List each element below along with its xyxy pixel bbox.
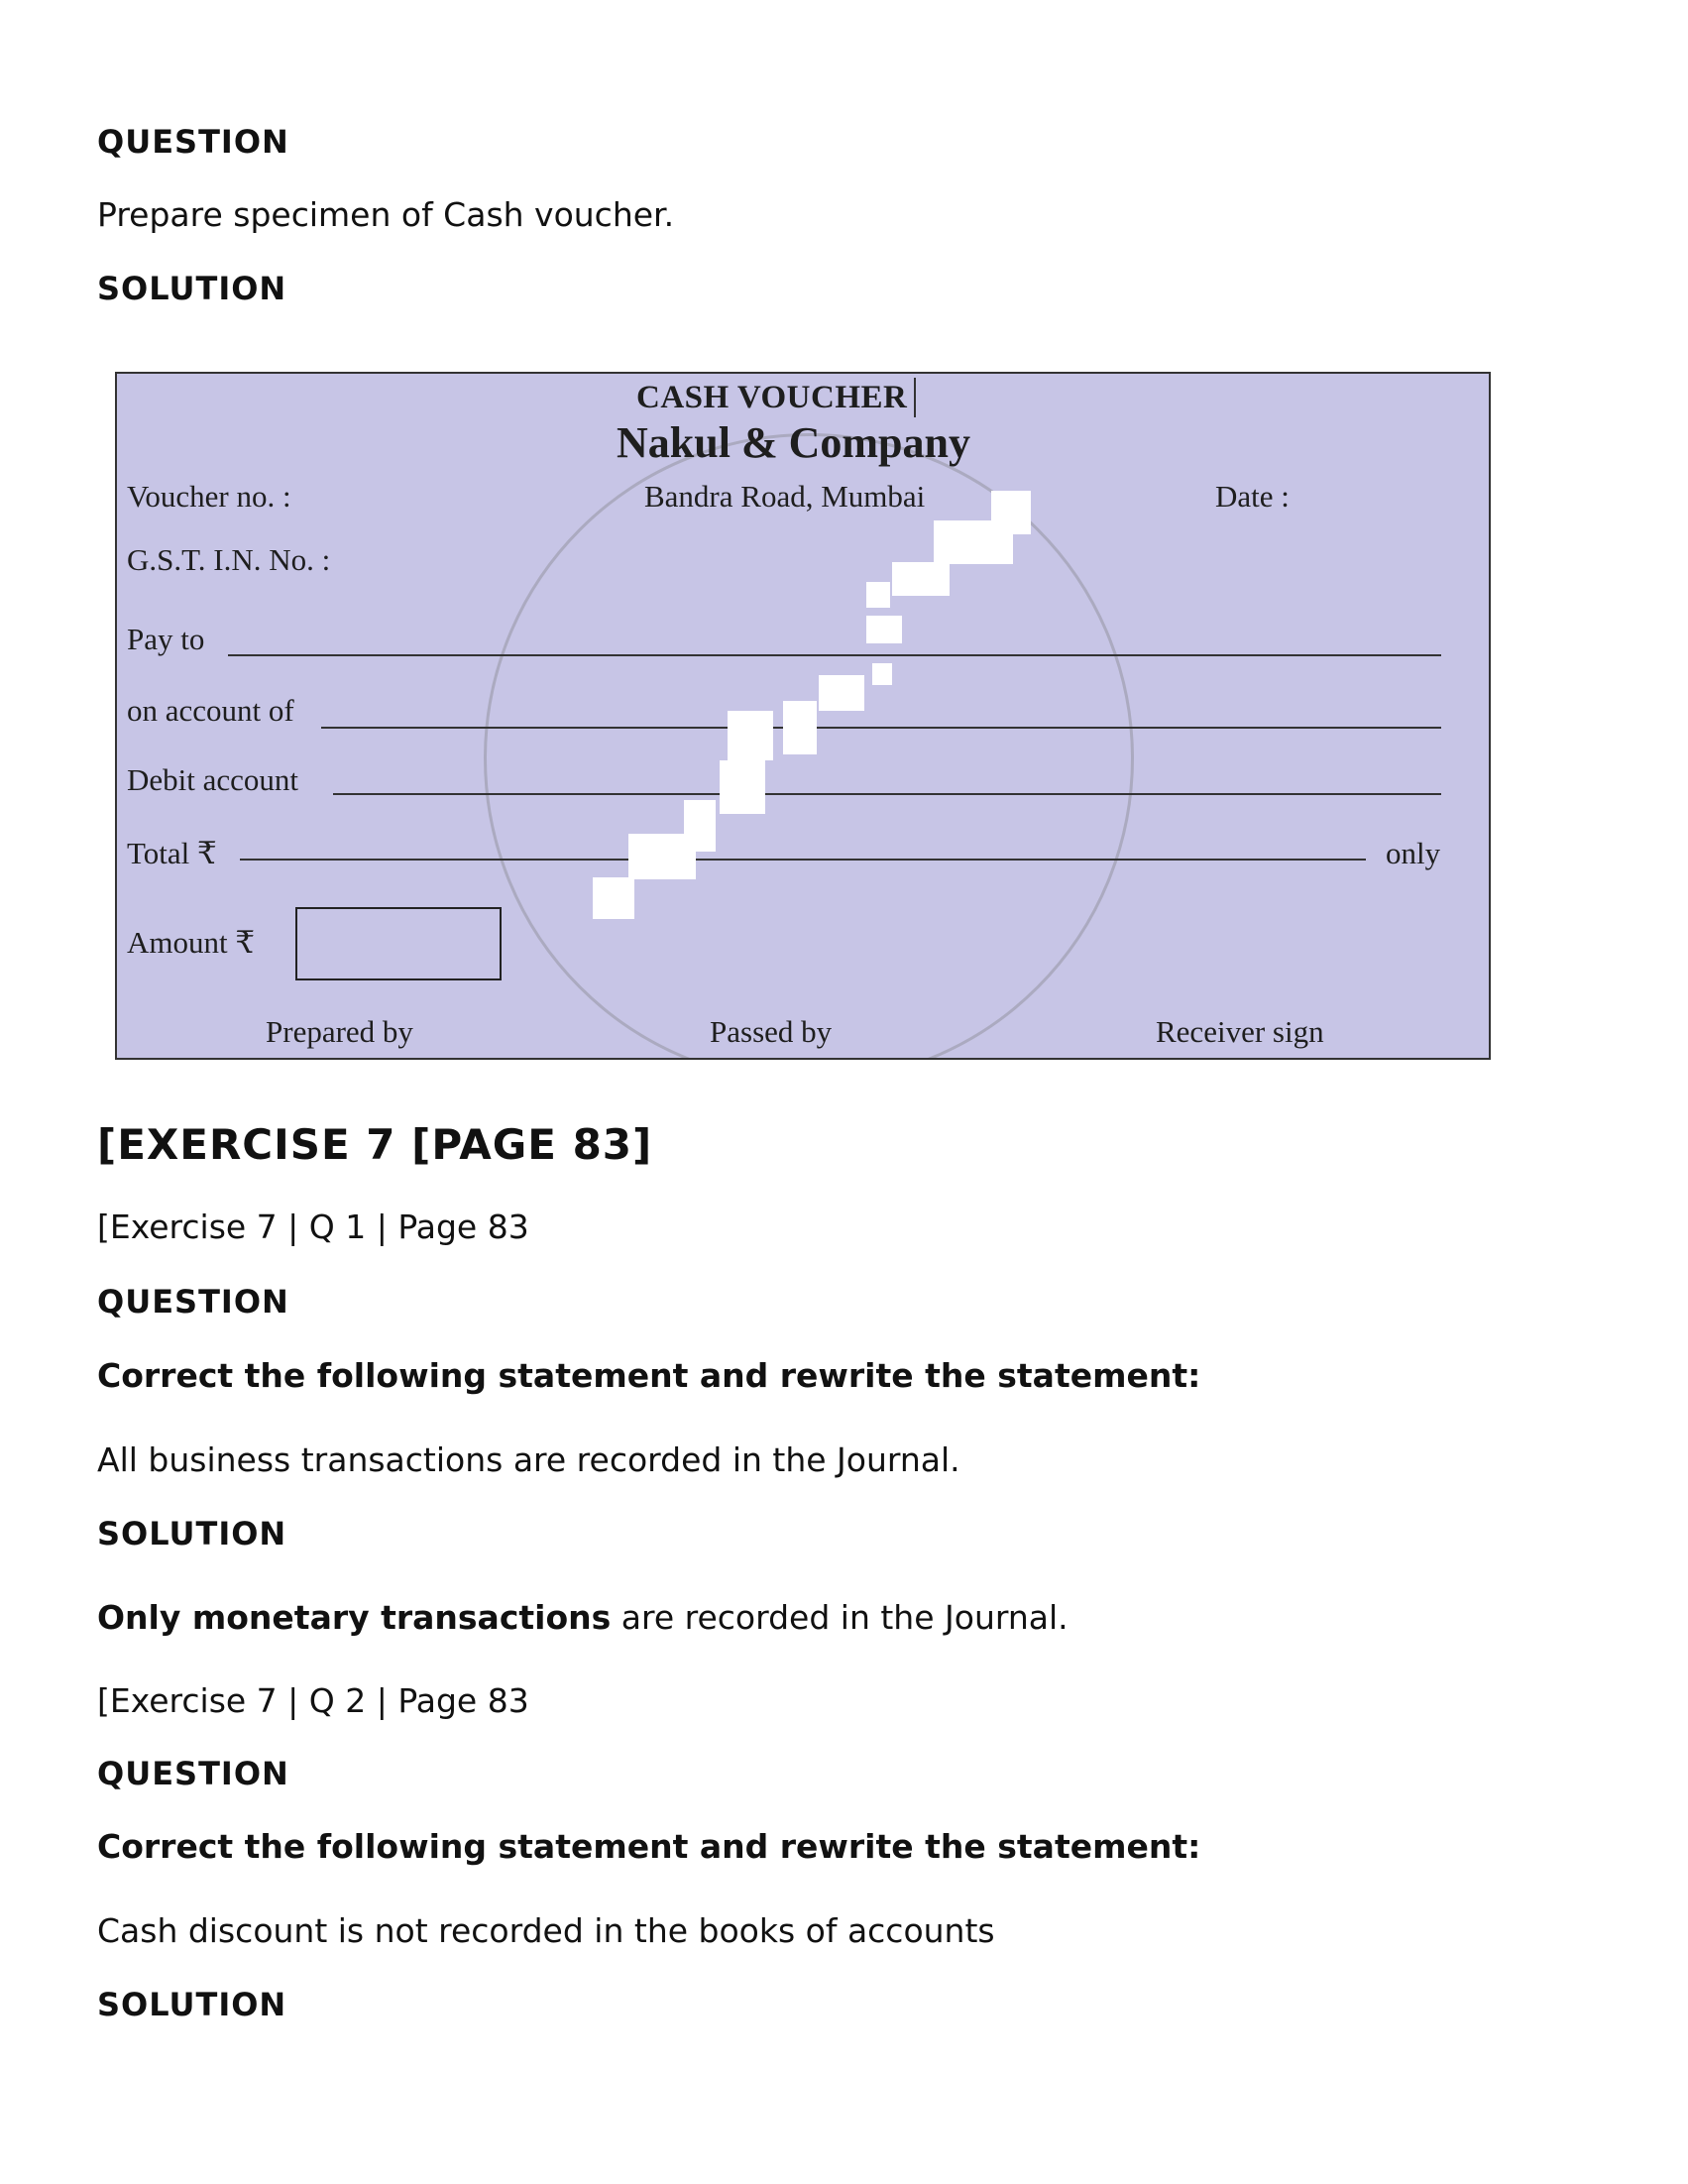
watermark-block xyxy=(720,760,765,814)
debit-account-line xyxy=(333,793,1441,795)
exercise-q2-reference: [Exercise 7 | Q 2 | Page 83 xyxy=(97,1681,529,1720)
exercise-q2-solution-label: SOLUTION xyxy=(97,1986,287,2023)
passed-by-label: Passed by xyxy=(710,1014,833,1049)
watermark-block xyxy=(819,675,864,711)
prepared-by-label: Prepared by xyxy=(266,1014,413,1049)
watermark-block xyxy=(872,663,892,685)
total-line xyxy=(240,859,1366,861)
voucher-no-label: Voucher no. : xyxy=(127,479,291,514)
cash-voucher xyxy=(115,372,1491,1060)
exercise-heading: [EXERCISE 7 [PAGE 83] xyxy=(97,1120,653,1169)
watermark-block xyxy=(628,834,696,879)
watermark-block xyxy=(866,616,902,643)
watermark-block xyxy=(728,711,773,760)
on-account-of-label: on account of xyxy=(127,693,294,728)
exercise-q1-solution-label: SOLUTION xyxy=(97,1515,287,1552)
exercise-q2-instruction: Correct the following statement and rewrite the statement: xyxy=(97,1827,1201,1866)
exercise-q1-answer-bold: Only monetary transactions xyxy=(97,1598,612,1637)
watermark-block xyxy=(892,562,950,596)
voucher-date-label: Date : xyxy=(1215,479,1290,514)
pay-to-line xyxy=(228,654,1441,656)
only-label: only xyxy=(1386,836,1441,870)
voucher-company: Nakul & Company xyxy=(617,418,970,467)
watermark-block xyxy=(934,520,1013,564)
watermark-block xyxy=(783,701,817,754)
gstin-label: G.S.T. I.N. No. : xyxy=(127,542,331,577)
solution-label: SOLUTION xyxy=(97,270,287,307)
receiver-sign-label: Receiver sign xyxy=(1156,1014,1324,1049)
watermark-block xyxy=(593,877,634,919)
watermark-block xyxy=(866,582,890,608)
exercise-q1-reference: [Exercise 7 | Q 1 | Page 83 xyxy=(97,1207,529,1246)
total-label: Total ₹ xyxy=(127,836,217,870)
voucher-address: Bandra Road, Mumbai xyxy=(644,479,926,514)
exercise-q2-question-label: QUESTION xyxy=(97,1755,289,1792)
pay-to-label: Pay to xyxy=(127,622,205,656)
on-account-of-line xyxy=(321,727,1441,729)
debit-account-label: Debit account xyxy=(127,762,299,797)
exercise-q1-question-label: QUESTION xyxy=(97,1283,289,1321)
amount-label: Amount ₹ xyxy=(127,925,256,960)
exercise-q1-answer-rest: are recorded in the Journal. xyxy=(611,1598,1069,1637)
question-text: Prepare specimen of Cash voucher. xyxy=(97,195,675,234)
text-cursor xyxy=(914,378,916,417)
question-label: QUESTION xyxy=(97,123,289,161)
exercise-q2-statement: Cash discount is not recorded in the books of accounts xyxy=(97,1911,995,1950)
voucher-title: CASH VOUCHER xyxy=(636,380,908,415)
exercise-q1-instruction: Correct the following statement and rewrite the statement: xyxy=(97,1356,1201,1395)
amount-box xyxy=(295,907,502,980)
exercise-q1-answer xyxy=(97,1598,1069,1637)
exercise-q1-statement: All business transactions are recorded in the Journal. xyxy=(97,1440,960,1479)
